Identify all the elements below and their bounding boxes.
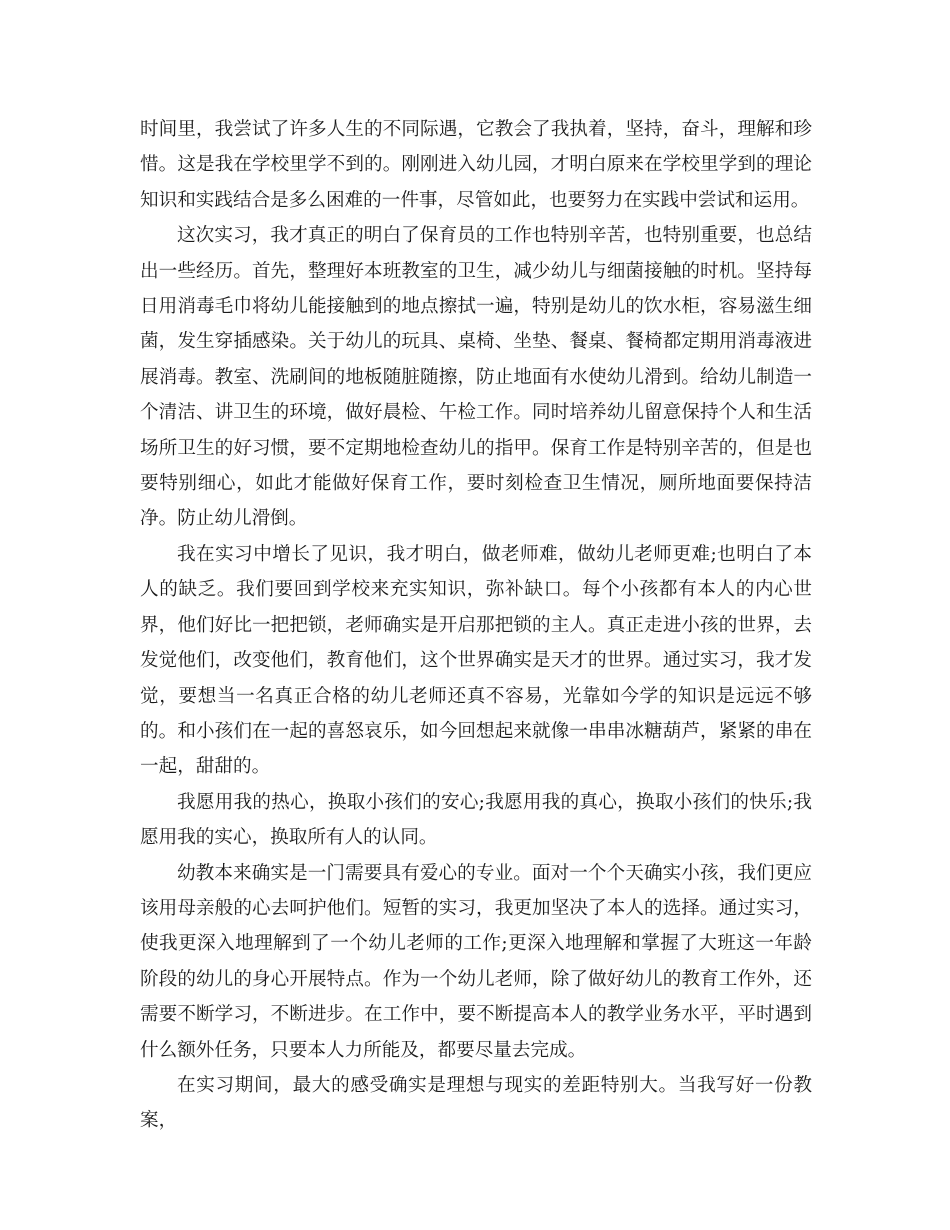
paragraph-wish: 我愿用我的热心，换取小孩们的安心;我愿用我的真心，换取小孩们的快乐;我愿用我的实心，换取所有人的认同。 bbox=[140, 791, 812, 849]
paragraph-reflection: 在实习期间，最大的感受确实是理想与现实的差距特别大。当我写好一份教案， bbox=[140, 1074, 812, 1132]
paragraph-profession: 幼教本来确实是一门需要具有爱心的专业。面对一个个天确实小孩，我们更应该用母亲般的心去呵护他们。短暂的实习，我更加坚决了本人的选择。通过实习，使我更深入地理解到了一个幼儿老师的工作;更深入地理解和掌握了大班这一年龄阶段的幼儿的身心开展特点。作为一个幼儿老师，除了做好幼儿的教育工作外，还需要不断学习，不断进步。在工作中，要不断提高本人的教学业务水平，平时遇到什么额外任务，只要本人力所能及，都要尽量去完成。 bbox=[140, 862, 812, 1061]
paragraph-nursery-work: 这次实习，我才真正的明白了保育员的工作也特别辛苦，也特别重要，也总结出一些经历。首先，整理好本班教室的卫生，减少幼儿与细菌接触的时机。坚持每日用消毒毛巾将幼儿能接触到的地点擦拭一遍，特别是幼儿的饮水柜，容易滋生细菌，发生穿插感染。关于幼儿的玩具、桌椅、坐垫、餐桌、餐椅都定期用消毒液进展消毒。教室、洗刷间的地板随脏随擦，防止地面有水使幼儿滑到。给幼儿制造一个清洁、讲卫生的环境，做好晨检、午检工作。同时培养幼儿留意保持个人和生活场所卫生的好习惯，要不定期地检查幼儿的指甲。保育工作是特别辛苦的，但是也要特别细心，如此才能做好保育工作，要时刻检查卫生情况，厕所地面要保持洁净。防止幼儿滑倒。 bbox=[140, 225, 812, 530]
document-body bbox=[140, 112, 812, 1139]
paragraph-continuation: 时间里，我尝试了许多人生的不同际遇，它教会了我执着，坚持，奋斗，理解和珍惜。这是我在学校里学不到的。刚刚进入幼儿园，才明白原来在学校里学到的理论知识和实践结合是多么困难的一件事，尽管如此，也要努力在实践中尝试和运用。 bbox=[140, 119, 812, 211]
paragraph-insights: 我在实习中增长了见识，我才明白，做老师难，做幼儿老师更难;也明白了本人的缺乏。我们要回到学校来充实知识，弥补缺口。每个小孩都有本人的内心世界，他们好比一把把锁，老师确实是开启那把锁的主人。真正走进小孩的世界，去发觉他们，改变他们，教育他们，这个世界确实是天才的世界。通过实习，我才发觉，要想当一名真正合格的幼儿老师还真不容易，光靠如今学的知识是远远不够的。和小孩们在一起的喜怒哀乐，如今回想起来就像一串串冰糖葫芦，紧紧的串在一起，甜甜的。 bbox=[140, 543, 812, 778]
